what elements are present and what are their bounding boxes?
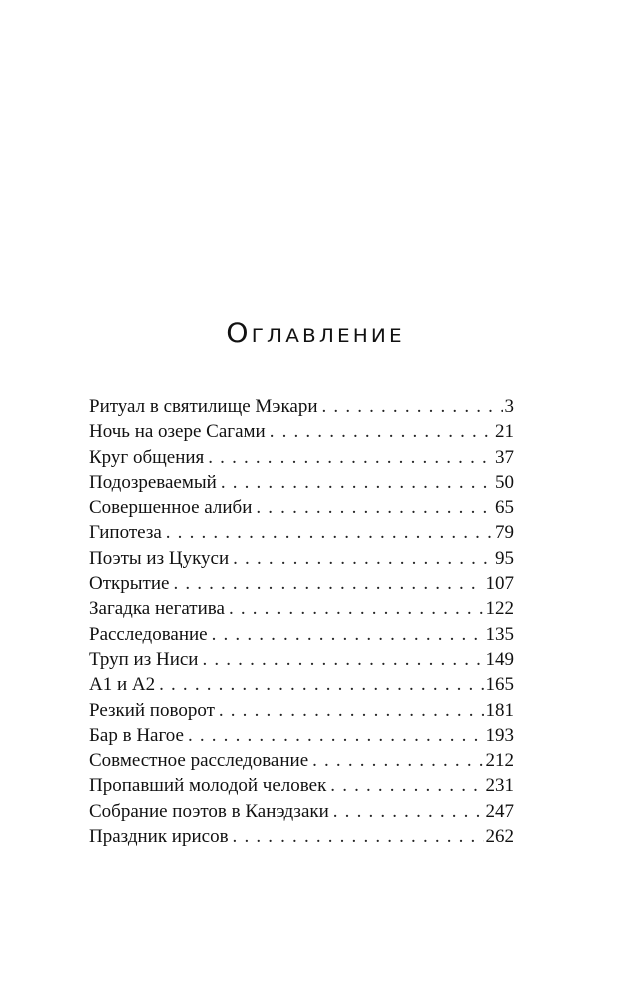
toc-entry (89, 470, 514, 495)
toc-entry-label: Загадка негатива (89, 598, 225, 620)
toc-entry-label: Собрание поэтов в Канэдзаки (89, 800, 329, 822)
dot-leader (159, 672, 483, 697)
toc-entry (89, 672, 514, 697)
toc-entry-label: Бар в Нагое (89, 724, 184, 746)
dot-leader (256, 495, 493, 520)
toc-entry-page: 165 (485, 674, 514, 696)
toc-entry (89, 596, 514, 621)
dot-leader (212, 622, 484, 647)
toc-entry-page: 95 (495, 547, 514, 569)
toc-entry-page: 3 (504, 396, 514, 417)
toc-entry-page: 193 (485, 724, 514, 746)
dot-leader (229, 596, 484, 621)
toc-entry (89, 647, 514, 672)
toc-entry-label: Поэты из Цукуси (89, 547, 230, 569)
dot-leader (219, 698, 484, 723)
toc-entry-page: 37 (495, 446, 514, 468)
toc-entry-label: Праздник ирисов (89, 826, 229, 848)
toc-entry-page: 181 (485, 699, 514, 721)
toc-entry-page: 50 (495, 471, 514, 493)
toc-entry-page: 65 (495, 497, 514, 519)
toc-title: Оглавление (226, 318, 405, 349)
toc-entry-label: Расследование (89, 623, 208, 645)
dot-leader (270, 419, 493, 444)
toc-entry-label: Труп из Ниси (89, 648, 199, 670)
dot-leader (330, 773, 483, 798)
toc-entry-page: 107 (485, 573, 514, 595)
dot-leader (233, 546, 493, 571)
toc-entry-label: Гипотеза (89, 522, 162, 544)
dot-leader (208, 445, 493, 470)
toc-entry-label: Подозреваемый (89, 471, 217, 493)
toc-entry-label: Резкий поворот (89, 699, 215, 721)
dot-leader (188, 723, 484, 748)
toc-entry-page: 21 (495, 421, 514, 443)
dot-leader (221, 470, 493, 495)
toc-entry (89, 748, 514, 773)
dot-leader (202, 647, 483, 672)
toc-list (89, 394, 514, 849)
toc-entry (89, 571, 514, 596)
toc-entry (89, 723, 514, 748)
toc-entry-label: Ночь на озере Сагами (89, 421, 266, 443)
toc-entry-page: 149 (485, 648, 514, 670)
toc-entry-page: 135 (485, 623, 514, 645)
toc-entry-page: 262 (485, 826, 514, 848)
toc-entry-page: 247 (485, 800, 514, 822)
toc-entry (89, 394, 514, 419)
toc-entry-label: Совместное расследование (89, 750, 309, 772)
toc-entry (89, 520, 514, 545)
toc-entry (89, 445, 514, 470)
dot-leader (322, 394, 503, 419)
toc-entry-label: Открытие (89, 573, 170, 595)
toc-entry (89, 622, 514, 647)
dot-leader (166, 520, 493, 545)
toc-entry (89, 799, 514, 824)
toc-entry-page: 79 (495, 522, 514, 544)
toc-entry (89, 495, 514, 520)
toc-entry (89, 824, 514, 849)
toc-entry (89, 419, 514, 444)
toc-entry (89, 698, 514, 723)
toc-entry-page: 212 (485, 750, 514, 772)
toc-entry (89, 773, 514, 798)
dot-leader (173, 571, 483, 596)
toc-entry-label: Круг общения (89, 446, 205, 468)
toc-entry-page: 231 (485, 775, 514, 797)
toc-entry (89, 546, 514, 571)
dot-leader (333, 799, 484, 824)
toc-entry-label: Ритуал в святилище Мэкари (89, 396, 318, 417)
toc-entry-label: Пропавший молодой человек (89, 775, 327, 797)
dot-leader (233, 824, 484, 849)
toc-entry-page: 122 (485, 598, 514, 620)
toc-entry-label: А1 и А2 (89, 674, 156, 696)
toc-entry-label: Совершенное алиби (89, 497, 253, 519)
dot-leader (312, 748, 483, 773)
